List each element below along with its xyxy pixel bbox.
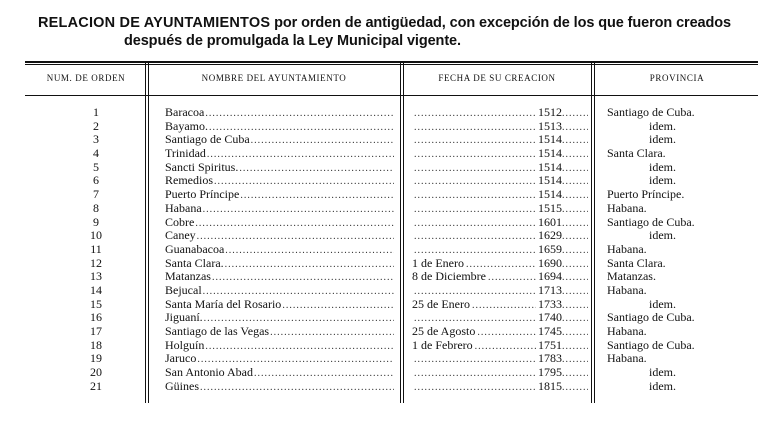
leader-dots	[200, 381, 394, 395]
creation-year: 1694	[538, 270, 562, 284]
row-number: 11	[90, 242, 102, 256]
creation-year: 1659	[538, 242, 562, 256]
ayuntamiento-name: San Antonio Abad	[165, 366, 254, 380]
table-row	[0, 216, 768, 230]
row-number: 18	[90, 338, 102, 352]
creation-date-cell	[410, 188, 588, 203]
document-title	[38, 14, 763, 50]
leader-dots	[562, 244, 588, 258]
leader-dots	[562, 230, 588, 244]
leader-dots	[414, 189, 536, 203]
title-rest: por orden de antigüedad, con excepción de los que fueron creados	[270, 15, 731, 31]
leader-dots	[562, 217, 588, 231]
ayuntamiento-name-cell	[165, 174, 395, 189]
creation-date-cell	[410, 147, 588, 162]
creation-date-cell	[410, 216, 588, 231]
ayuntamiento-name: Remedios	[165, 174, 213, 188]
table-top-rule-thin	[25, 64, 758, 65]
leader-dots	[414, 381, 536, 395]
province: Santiago de Cuba.	[607, 311, 695, 325]
table-row	[0, 257, 768, 271]
ayuntamiento-name-cell	[165, 106, 395, 121]
creation-year: 1783	[538, 352, 562, 366]
row-number: 21	[90, 379, 102, 393]
leader-dots	[475, 340, 536, 354]
creation-year: 1629	[538, 229, 562, 243]
ayuntamiento-name-cell	[165, 339, 395, 354]
creation-year: 1514	[538, 133, 562, 147]
leader-dots	[282, 299, 394, 313]
leader-dots	[562, 381, 588, 395]
creation-year: 1515	[538, 201, 562, 215]
leader-dots	[414, 107, 536, 121]
leader-dots	[562, 299, 588, 313]
leader-dots	[414, 134, 536, 148]
table-row	[0, 120, 768, 134]
leader-dots	[562, 285, 588, 299]
creation-year: 1513	[538, 119, 562, 133]
leader-dots	[197, 353, 394, 367]
leader-dots	[488, 271, 536, 285]
ayuntamiento-name-cell	[165, 133, 395, 148]
row-number: 10	[90, 229, 102, 243]
leader-dots	[477, 326, 536, 340]
creation-day: 25 de Agosto	[412, 325, 476, 338]
creation-day: 25 de Enero	[412, 297, 470, 311]
province: Santa Clara.	[607, 256, 666, 270]
creation-year: 1512	[538, 106, 562, 119]
row-number: 13	[90, 270, 102, 284]
creation-date-cell	[410, 133, 588, 148]
ayuntamiento-name: Matanzas	[165, 270, 211, 284]
table-top-rule	[25, 61, 758, 63]
creation-year: 1514	[538, 147, 562, 161]
ayuntamiento-name: Habana	[165, 201, 202, 215]
table-row	[0, 147, 768, 161]
leader-dots	[203, 285, 394, 299]
table-row	[0, 161, 768, 175]
ayuntamiento-name: Guanabacoa	[165, 242, 225, 256]
leader-dots	[562, 367, 588, 381]
creation-date-cell	[410, 106, 588, 121]
leader-dots	[562, 326, 588, 340]
ayuntamiento-name-cell	[165, 216, 395, 231]
ayuntamiento-name: Holguín	[165, 338, 205, 352]
creation-date-cell	[410, 366, 588, 381]
leader-dots	[414, 367, 536, 381]
ayuntamiento-name-cell	[165, 380, 395, 395]
row-number: 17	[90, 325, 102, 338]
ayuntamiento-name-cell	[165, 229, 395, 244]
province: Habana.	[607, 242, 647, 256]
creation-date-cell	[410, 229, 588, 244]
province: Santiago de Cuba.	[607, 106, 695, 119]
leader-dots	[203, 203, 394, 217]
ayuntamiento-name-cell	[165, 352, 395, 367]
row-number: 14	[90, 283, 102, 297]
creation-day: 8 de Diciembre	[412, 270, 486, 284]
leader-dots	[562, 121, 588, 135]
table-row	[0, 106, 768, 120]
creation-date-cell	[410, 270, 588, 285]
creation-year: 1514	[538, 174, 562, 188]
creation-date-cell	[410, 174, 588, 189]
row-number: 8	[93, 201, 99, 215]
title-line-2: después de promulgada la Ley Municipal vigente.	[124, 33, 461, 49]
leader-dots	[562, 203, 588, 217]
ayuntamiento-name-cell	[165, 311, 395, 326]
leader-dots	[195, 217, 394, 231]
ayuntamiento-name: Bejucal	[165, 283, 202, 297]
ayuntamiento-name-cell	[165, 325, 395, 340]
leader-dots	[214, 175, 394, 189]
province: Matanzas.	[607, 270, 656, 284]
creation-date-cell	[410, 311, 588, 326]
ayuntamiento-name: Trinidad	[165, 147, 206, 161]
creation-year: 1751	[538, 338, 562, 352]
leader-dots	[205, 107, 394, 121]
leader-dots	[562, 271, 588, 285]
ayuntamiento-name: Jiguaní.	[165, 311, 203, 325]
header-num: NUM. DE ORDEN	[46, 73, 126, 83]
ayuntamiento-name-cell	[165, 120, 395, 135]
header-province: PROVINCIA	[649, 73, 705, 83]
table-row	[0, 311, 768, 325]
province: Habana.	[607, 352, 647, 366]
leader-dots	[562, 107, 588, 121]
leader-dots	[562, 353, 588, 367]
row-number: 4	[93, 147, 99, 161]
leader-dots	[562, 175, 588, 189]
ayuntamiento-name-cell	[165, 202, 395, 217]
ayuntamiento-name-cell	[165, 366, 395, 381]
header-date: FECHA DE SU CREACION	[438, 73, 556, 83]
leader-dots	[414, 312, 536, 326]
leader-dots	[251, 134, 394, 148]
creation-day: 1 de Enero	[412, 256, 464, 270]
row-number: 9	[93, 215, 99, 229]
ayuntamiento-name-cell	[165, 257, 395, 272]
table-row	[0, 339, 768, 353]
creation-date-cell	[410, 243, 588, 258]
table-row	[0, 174, 768, 188]
leader-dots	[254, 367, 394, 381]
province: Santiago de Cuba.	[607, 215, 695, 229]
ayuntamiento-name: Caney	[165, 229, 196, 243]
leader-dots	[414, 217, 536, 231]
leader-dots	[209, 121, 394, 135]
creation-year: 1690	[538, 256, 562, 270]
leader-dots	[197, 230, 394, 244]
creation-date-cell	[410, 380, 588, 395]
leader-dots	[414, 230, 536, 244]
province: idem.	[649, 119, 676, 133]
province: idem.	[649, 379, 676, 393]
row-number: 16	[90, 311, 102, 325]
creation-date-cell	[410, 298, 588, 313]
leader-dots	[414, 175, 536, 189]
creation-year: 1733	[538, 297, 562, 311]
ayuntamiento-name-cell	[165, 270, 395, 285]
ayuntamiento-name: Santiago de las Vegas	[165, 325, 270, 338]
leader-dots	[225, 258, 394, 272]
leader-dots	[239, 162, 394, 176]
creation-year: 1795	[538, 366, 562, 380]
leader-dots	[472, 299, 536, 313]
leader-dots	[562, 189, 588, 203]
creation-date-cell	[410, 339, 588, 354]
creation-date-cell	[410, 325, 588, 340]
leader-dots	[205, 340, 394, 354]
row-number: 15	[90, 297, 102, 311]
leader-dots	[212, 271, 394, 285]
table-row	[0, 270, 768, 284]
ayuntamiento-name-cell	[165, 147, 395, 162]
ayuntamiento-name-cell	[165, 298, 395, 313]
table-row	[0, 352, 768, 366]
province: idem.	[649, 229, 676, 243]
table-row	[0, 229, 768, 243]
leader-dots	[225, 244, 394, 258]
creation-date-cell	[410, 257, 588, 272]
table-row	[0, 188, 768, 202]
leader-dots	[562, 340, 588, 354]
title-lead: RELACION DE AYUNTAMIENTOS	[38, 15, 271, 31]
province: Habana.	[607, 201, 647, 215]
leader-dots	[562, 134, 588, 148]
table-row	[0, 284, 768, 298]
leader-dots	[414, 244, 536, 258]
province: Habana.	[607, 283, 647, 297]
row-number: 2	[93, 119, 99, 133]
table-row	[0, 325, 768, 339]
ayuntamiento-name: Santa María del Rosario	[165, 297, 282, 311]
leader-dots	[466, 258, 536, 272]
creation-date-cell	[410, 284, 588, 299]
creation-year: 1601	[538, 215, 562, 229]
table-body	[0, 106, 768, 393]
creation-date-cell	[410, 352, 588, 367]
creation-year: 1740	[538, 311, 562, 325]
row-number: 6	[93, 174, 99, 188]
leader-dots	[414, 162, 536, 176]
province: idem.	[649, 160, 676, 174]
row-number: 12	[90, 256, 102, 270]
province: idem.	[649, 174, 676, 188]
header-bottom-rule	[25, 95, 758, 96]
table-row	[0, 202, 768, 216]
ayuntamiento-name-cell	[165, 161, 395, 176]
table-row	[0, 380, 768, 394]
leader-dots	[414, 285, 536, 299]
leader-dots	[414, 203, 536, 217]
row-number: 5	[93, 160, 99, 174]
province: idem.	[649, 133, 676, 147]
province: Santa Clara.	[607, 147, 666, 161]
ayuntamiento-name: Sancti Spiritus.	[165, 160, 239, 174]
ayuntamiento-name: Cobre	[165, 215, 195, 229]
province: Habana.	[607, 325, 647, 338]
ayuntamiento-name: Bayamo.	[165, 119, 208, 133]
province: idem.	[649, 297, 676, 311]
row-number: 7	[93, 188, 99, 202]
ayuntamiento-name: Santiago de Cuba	[165, 133, 250, 147]
leader-dots	[562, 258, 588, 272]
table-row	[0, 298, 768, 312]
row-number: 20	[90, 366, 102, 380]
creation-year: 1815	[538, 379, 562, 393]
province: idem.	[649, 366, 676, 380]
row-number: 19	[90, 352, 102, 366]
header-name: NOMBRE DEL AYUNTAMIENTO	[201, 73, 347, 83]
ayuntamiento-name: Puerto Príncipe	[165, 188, 240, 202]
creation-date-cell	[410, 120, 588, 135]
ayuntamiento-name: Santa Clara.	[165, 256, 224, 270]
province: Santiago de Cuba.	[607, 338, 695, 352]
creation-year: 1514	[538, 188, 562, 202]
creation-date-cell	[410, 161, 588, 176]
leader-dots	[562, 162, 588, 176]
table-row	[0, 366, 768, 380]
ayuntamiento-name-cell	[165, 284, 395, 299]
leader-dots	[240, 189, 394, 203]
leader-dots	[562, 312, 588, 326]
creation-year: 1745	[538, 325, 562, 338]
ayuntamiento-name-cell	[165, 243, 395, 258]
leader-dots	[562, 148, 588, 162]
table-row	[0, 133, 768, 147]
leader-dots	[207, 148, 394, 162]
creation-day: 1 de Febrero	[412, 338, 473, 352]
ayuntamiento-name: Jaruco	[165, 352, 197, 366]
leader-dots	[414, 121, 536, 135]
row-number: 3	[93, 133, 99, 147]
ayuntamiento-name: Güines	[165, 379, 199, 393]
row-number: 1	[93, 106, 99, 119]
leader-dots	[204, 312, 394, 326]
province: Puerto Príncipe.	[607, 188, 685, 202]
table-row	[0, 243, 768, 257]
ayuntamiento-name: Baracoa	[165, 106, 205, 119]
leader-dots	[270, 326, 394, 340]
ayuntamiento-name-cell	[165, 188, 395, 203]
leader-dots	[414, 353, 536, 367]
leader-dots	[414, 148, 536, 162]
creation-date-cell	[410, 202, 588, 217]
creation-year: 1713	[538, 283, 562, 297]
creation-year: 1514	[538, 160, 562, 174]
